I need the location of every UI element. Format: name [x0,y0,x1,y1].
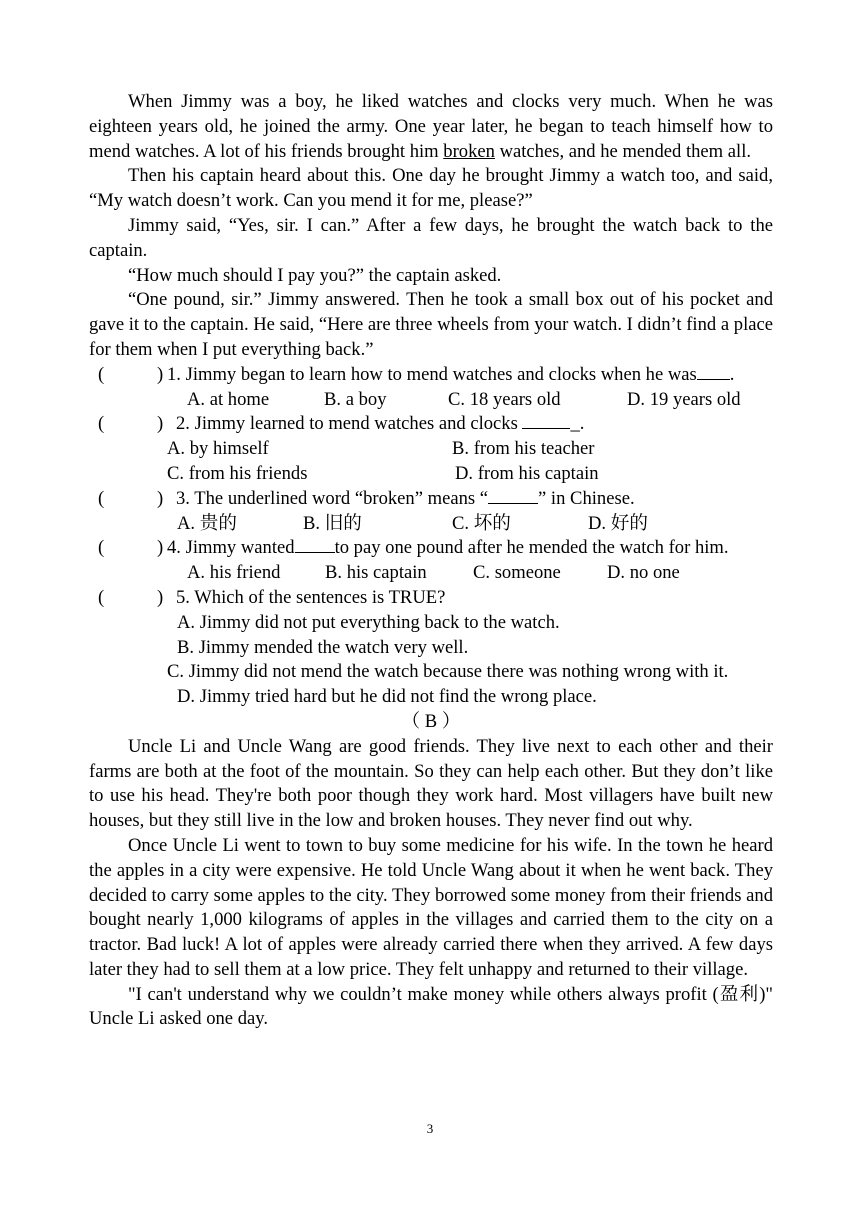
passage-a-paragraph-5: “One pound, sir.” Jimmy answered. Then he took a small box out of his pocket and gave it to the captain. He said, “Here are three wheels from your watch. I didn’t find a place for them when I put everything back.” [89,289,773,360]
option-a: A. by himself [167,438,269,460]
question-stem [167,536,729,561]
option-c: C. someone [473,562,561,584]
stem-text: 2. Jimmy learned to mend watches and clocks [176,413,523,435]
section-b-heading: （ B ） [401,710,461,732]
question-5-option-c-row [89,660,773,685]
option-a: A. 贵的 [177,512,237,534]
option-b: B. a boy [324,388,387,410]
answer-paren-right: ) [157,363,164,385]
question-3-options [89,512,773,537]
stem-end: to pay one pound after he mended the watch for him. [334,537,729,559]
option-c: C. 18 years old [448,388,561,410]
question-5-option-a-row [89,611,773,636]
underlined-word-broken: broken [443,140,495,162]
answer-blank [697,379,730,380]
passage-a-paragraph-3: Jimmy said, “Yes, sir. I can.” After a few days, he brought the watch back to the captain. [89,214,773,261]
question-5-option-b-row [89,636,773,661]
option-c: C. 坏的 [452,512,511,534]
answer-paren-left: ( [98,586,105,608]
option-b: B. his captain [325,562,427,584]
stem-end: ” in Chinese. [538,487,635,509]
option-a: A. his friend [187,562,281,584]
option-d: D. no one [607,562,680,584]
question-stem [167,363,734,388]
question-2-options-row-2 [89,462,773,487]
answer-paren-right: ) [157,586,164,608]
question-2 [89,412,773,437]
answer-paren-right: ) [157,413,164,435]
answer-paren-left: ( [98,537,105,559]
answer-blank [488,503,538,504]
question-stem: 5. Which of the sentences is TRUE? [176,586,446,608]
passage-a-paragraph-4: “How much should I pay you?” the captain asked. [128,264,502,286]
answer-paren-right: ) [157,487,164,509]
option-d: D. 好的 [588,512,648,534]
option-c: C. from his friends [167,462,308,484]
question-stem [176,487,635,512]
stem-end: . [729,363,735,385]
page-number: 3 [426,1121,434,1136]
stem-text: 1. Jimmy began to learn how to mend watches and clocks when he was [167,363,697,385]
question-2-options [89,437,773,462]
p1-text-start: When Jimmy was a boy, he liked watches and clocks very much. When he was eighteen years old, he joined the army. One year later, he began to teach himself how to mend watches. A lot of his friends brought him [89,91,773,162]
passage-b-paragraph-2: Once Uncle Li went to town to buy some medicine for his wife. In the town he heard the apples in a city were expensive. He told Uncle Wang about it when he went back. They decided to carry some apples to the city. They borrowed some money from their friends and bought nearly 1,000 kilograms of apples in the villages and carried them to the city on a tractor. Bad luck! A lot of apples were already carried there when they arrived. A few days later they had to sell them at a low price. They felt unhappy and returned to their village. [89,834,773,980]
answer-paren-right: ) [157,537,164,559]
answer-paren-left: ( [98,413,105,435]
answer-paren-left: ( [98,487,105,509]
question-5 [89,586,773,611]
question-5-option-d-row [89,685,773,710]
option-a: A. Jimmy did not put everything back to the watch. [177,611,560,633]
option-b: B. 旧的 [303,512,362,534]
text-body [89,90,773,1032]
answer-blank [295,552,335,553]
option-b: B. from his teacher [452,438,595,460]
stem-end: _. [570,413,585,435]
option-d: D. 19 years old [627,388,741,410]
stem-text: 3. The underlined word “broken” means “ [176,487,489,509]
option-d: D. Jimmy tried hard but he did not find the wrong place. [177,686,597,708]
answer-blank [522,428,570,429]
question-4 [89,536,773,561]
question-1-options [89,388,773,413]
option-c: C. Jimmy did not mend the watch because there was nothing wrong with it. [167,661,729,683]
option-d: D. from his captain [455,462,599,484]
passage-b-paragraph-1: Uncle Li and Uncle Wang are good friends. They live next to each other and their farms are both at the foot of the mountain. So they can help each other. But they don’t like to use his head. They're both poor though they work hard. Most villagers have built new houses, but they still live in the low and broken houses. They never find out why. [89,735,773,832]
passage-b-paragraph-3: "I can't understand why we couldn’t make money while others always profit (盈利)" Uncle Li asked one day. [89,983,773,1030]
option-b: B. Jimmy mended the watch very well. [177,636,469,658]
answer-paren-left: ( [98,363,105,385]
option-a: A. at home [187,388,270,410]
question-4-options [89,561,773,586]
question-stem [176,412,584,437]
passage-a-paragraph-1 [89,90,773,164]
passage-a-paragraph-2: Then his captain heard about this. One day he brought Jimmy a watch too, and said, “My watch doesn’t work. Can you mend it for me, please?” [89,165,773,212]
p1-text-end: watches, and he mended them all. [494,140,752,162]
question-1 [89,363,773,388]
stem-text: 4. Jimmy wanted [167,537,295,559]
question-3 [89,487,773,512]
